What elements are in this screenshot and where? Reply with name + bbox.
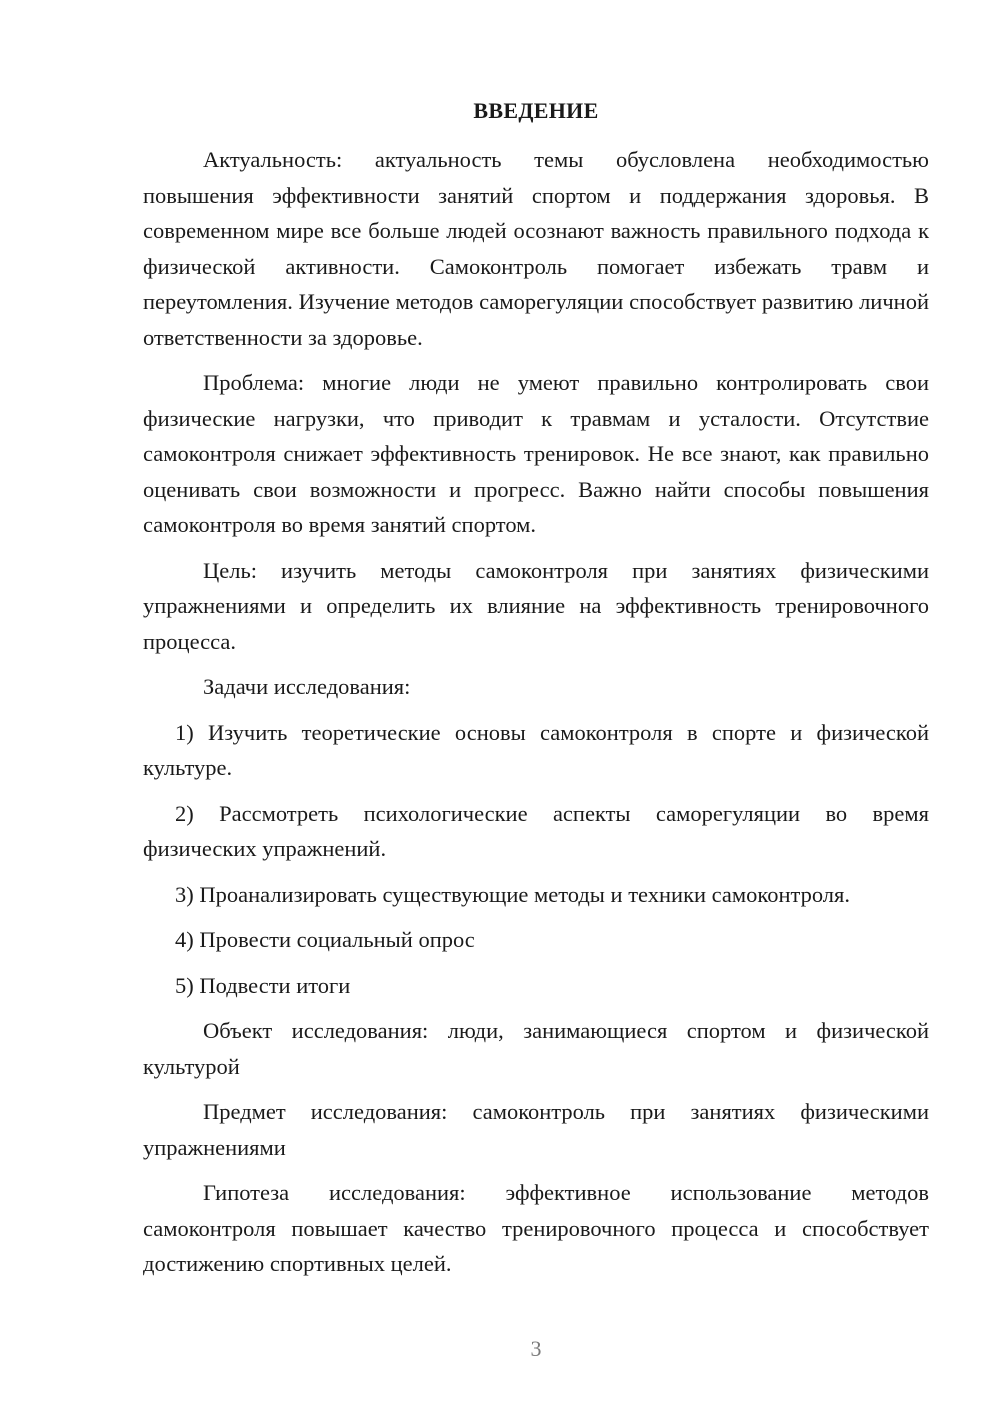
paragraph-hypothesis: Гипотеза исследования: эффективное использование методов самоконтроля повышает качество тренировочного процесса и способствует достижению спортивных целей. — [143, 1180, 929, 1276]
task-item-1: 1) Изучить теоретические основы самоконтроля в спорте и физической культуре. — [143, 719, 929, 780]
tasks-list — [143, 715, 929, 1004]
paragraph-problem: Проблема: многие люди не умеют правильно контролировать свои физические нагрузки, что приводит к травмам и усталости. Отсутствие самоконтроля снижает эффективность тренировок. Не все знают, как правильно оценивать свои возможности и прогресс. Важно найти способы повышения самоконтроля во время занятий спортом. — [143, 370, 929, 537]
page-title: ВВЕДЕНИЕ — [473, 98, 599, 123]
page-number: 3 — [530, 1336, 542, 1361]
task-item-4: 4) Провести социальный опрос — [175, 927, 475, 952]
task-item-3: 3) Проанализировать существующие методы и техники самоконтроля. — [175, 881, 850, 907]
paragraph-subject: Предмет исследования: самоконтроль при занятиях физическими упражнениями — [143, 1099, 929, 1160]
paragraph-goal: Цель: изучить методы самоконтроля при занятиях физическими упражнениями и определить их влияние на эффективность тренировочного процесса. — [143, 557, 929, 654]
task-item-5: 5) Подвести итоги — [175, 972, 351, 998]
paragraph-relevance: Актуальность: актуальность темы обусловлена необходимостью повышения эффективности занятий спортом и поддержания здоровья. В современном мире все больше людей осознают важность правильного подхода к физической активности. Самоконтроль помогает избежать травм и переутомления. Изучение методов саморегуляции способствует развитию личной ответственности за здоровье. — [143, 147, 929, 350]
paragraph-object: Объект исследования: люди, занимающиеся спортом и физической культурой — [143, 1018, 929, 1079]
document-body — [143, 142, 929, 1282]
task-item-2: 2) Рассмотреть психологические аспекты саморегуляции во время физических упражнений. — [143, 800, 929, 861]
tasks-heading: Задачи исследования: — [203, 674, 411, 699]
